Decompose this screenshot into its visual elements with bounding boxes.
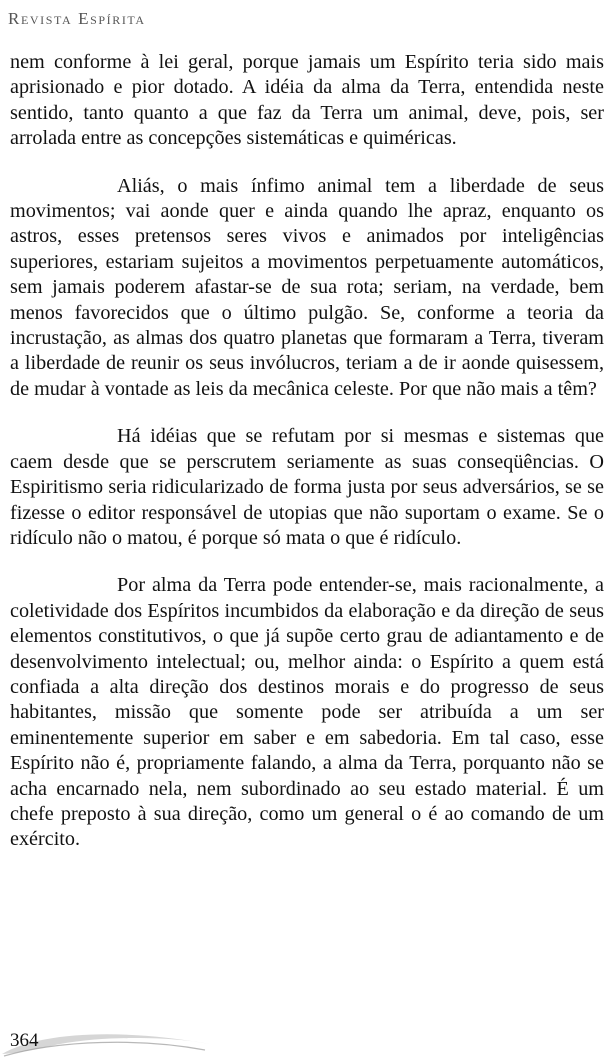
body-text [10, 50, 604, 875]
page-number: 364 [10, 1030, 39, 1051]
paragraph-4: Por alma da Terra pode entender-se, mais racionalmente, a coletividade dos Espíritos incumbidos da elaboração e da direção de seus elementos constitutivos, o que já supõe certo grau de adiantamento e de desenvolvimento intelectual; ou, melhor ainda: o Espírito a quem está confiada a alta direção dos destinos morais e do progresso de seus habitantes, missão que somente pode ser atribuída a um ser eminentemente superior em saber e em sabedoria. Em tal caso, esse Espírito não é, propriamente falando, a alma da Terra, porquanto não se acha encarnado nela, nem subordinado ao seu estado material. É um chefe preposto à sua direção, como um general o é ao comando de um exército. [10, 574, 604, 851]
paragraph-2: Aliás, o mais ínfimo animal tem a liberdade de seus movimentos; vai aonde quer e ainda quando lhe apraz, enquanto os astros, esses pretensos seres vivos e animados por inteligências superiores, estariam sujeitos a movimentos perpetuamente automáticos, sem jamais poderem afastar-se de sua rota; seriam, na verdade, bem menos favorecidos que o último pulgão. Se, conforme a teoria da incrustação, as almas dos quatro planetas que formaram a Terra, tiveram a liberdade de reunir os seus invólucros, teriam a de ir aonde quisessem, de mudar à vontade as leis da mecânica celeste. Por que não mais a têm? [10, 174, 604, 400]
paragraph-1: nem conforme à lei geral, porque jamais um Espírito teria sido mais aprisionado e pior dotado. A idéia da alma da Terra, entendida neste sentido, tanto quanto a que faz da Terra um animal, deve, pois, ser arrolada entre as concepções sistemáticas e quiméricas. [10, 51, 604, 150]
running-head: Revista Espírita [8, 9, 146, 28]
paragraph-3: Há idéias que se refutam por si mesmas e sistemas que caem desde que se perscrutem seriamente as suas conseqüências. O Espiritismo seria ridicularizado de forma justa por seus adversários, se se fizesse o editor responsável de utopias que não suportam o exame. Se o ridículo não o matou, é porque só mata o que é ridículo. [10, 425, 604, 549]
